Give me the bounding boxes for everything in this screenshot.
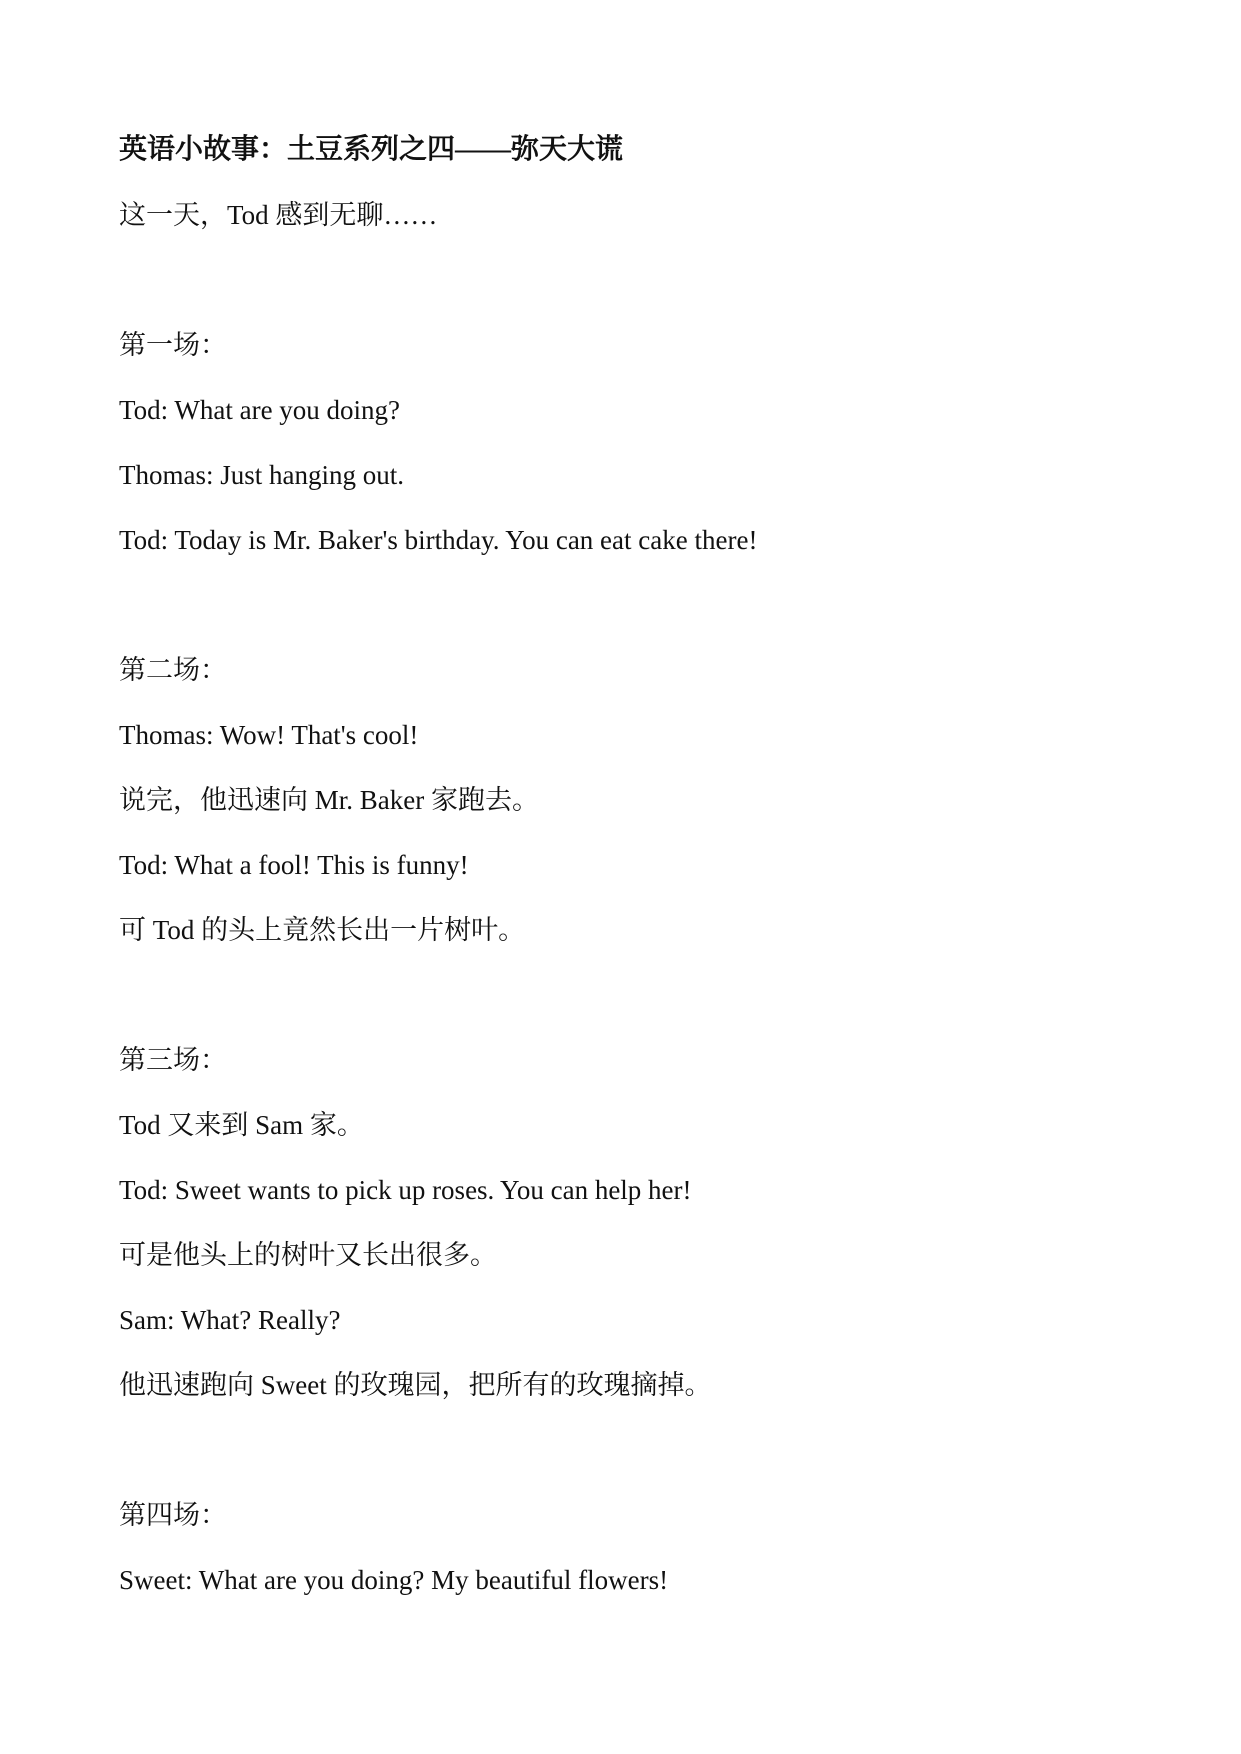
scene-2-line-4: 可 Tod 的头上竟然长出一片树叶。: [119, 915, 526, 945]
scene-4-heading: 第四场：: [119, 1500, 227, 1530]
scene-2-line-3: Tod: What a fool! This is funny!: [119, 850, 469, 880]
scene-3-heading: 第三场：: [119, 1045, 227, 1075]
scene-3-line-4: Sam: What? Really?: [119, 1305, 341, 1335]
scene-2-heading: 第二场：: [119, 655, 227, 685]
scene-3-line-3: 可是他头上的树叶又长出很多。: [119, 1240, 497, 1270]
scene-1-line-3: Tod: Today is Mr. Baker's birthday. You can eat cake there!: [119, 525, 758, 555]
scene-2-line-2: 说完，他迅速向 Mr. Baker 家跑去。: [119, 785, 539, 815]
document-title: 英语小故事：土豆系列之四——弥天大谎: [119, 134, 624, 165]
scene-2-line-1: Thomas: Wow! That's cool!: [119, 720, 419, 750]
scene-3-line-5: 他迅速跑向 Sweet 的玫瑰园，把所有的玫瑰摘掉。: [119, 1370, 712, 1400]
scene-1-heading: 第一场：: [119, 330, 227, 360]
scene-1-line-2: Thomas: Just hanging out.: [119, 460, 404, 490]
scene-4-line-1: Sweet: What are you doing? My beautiful flowers!: [119, 1565, 669, 1595]
scene-3-line-2: Tod: Sweet wants to pick up roses. You can help her!: [119, 1175, 692, 1205]
intro-line: 这一天，Tod 感到无聊……: [119, 200, 438, 230]
scene-3-line-1: Tod 又来到 Sam 家。: [119, 1110, 364, 1140]
scene-1-line-1: Tod: What are you doing?: [119, 395, 401, 425]
